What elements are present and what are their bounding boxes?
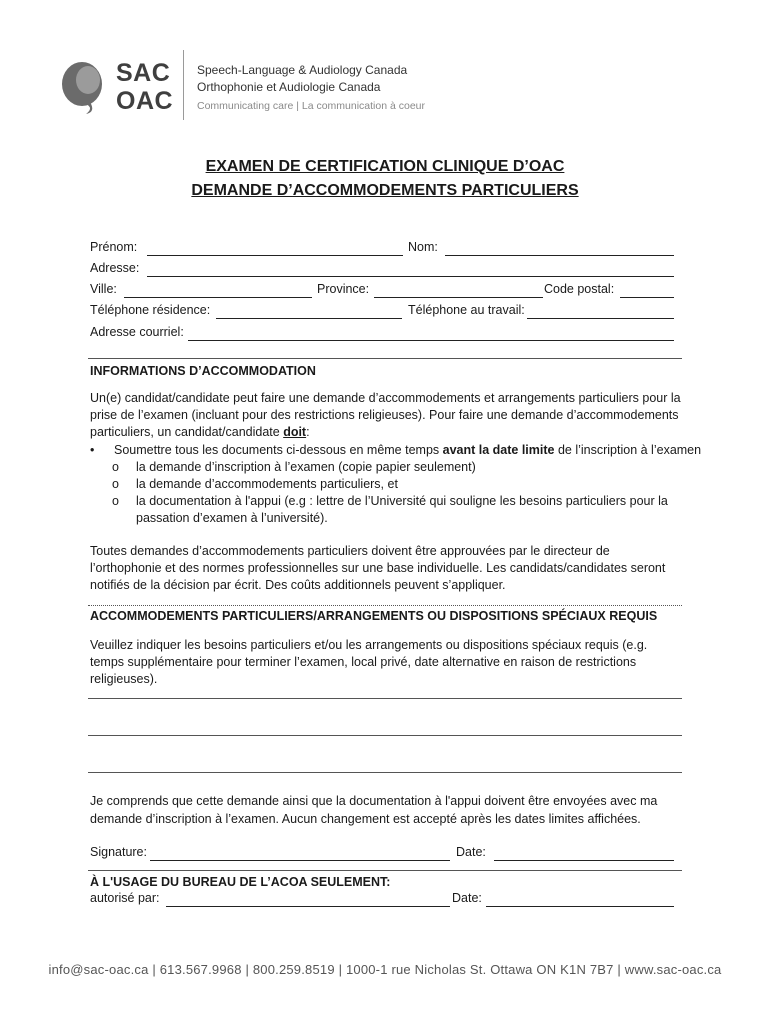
requests-instructions: Veuillez indiquer les besoins particuliers et/ou les arrangements ou dispositions spéciaux requis (e.g. temps supplémentaire pour terminer l’examen, local privé, date alternative en raison de restrictions religieuses). <box>90 638 648 686</box>
tel-travail-label: Téléphone au travail: <box>408 303 525 317</box>
section-divider <box>88 605 682 606</box>
requests-answer-line-1[interactable] <box>88 698 682 699</box>
tel-residence-label: Téléphone résidence: <box>90 303 211 317</box>
row-phone <box>90 303 674 321</box>
org-name-french: Orthophonie et Audiologie Canada <box>197 80 381 94</box>
ville-label: Ville: <box>90 282 117 296</box>
tel-residence-field[interactable] <box>216 318 402 319</box>
requests-answer-line-3[interactable] <box>88 772 682 773</box>
agreement-text: Je comprends que cette demande ainsi que la documentation à l'appui doivent être envoyées avec ma demande d’inscription à l’examen. Aucun changement est accepté après les dates limites affichées. <box>90 794 658 826</box>
bullet-text-start: Soumettre tous les documents ci-dessous en même temps <box>114 443 443 457</box>
adresse-label: Adresse: <box>90 261 140 275</box>
row-city <box>90 282 674 300</box>
sub-mark: o <box>112 460 119 474</box>
info-subitem-3-text: la documentation à l'appui (e.g : lettre de l’Université qui souligne les besoins particuliers pour la passation d’examen à l’université). <box>136 494 668 525</box>
province-field[interactable] <box>374 297 543 298</box>
office-use-heading: À L'USAGE DU BUREAU DE L’ACOA SEULEMENT: <box>90 875 391 889</box>
requests-answer-line-2[interactable] <box>88 735 682 736</box>
info-paragraph-colon: : <box>306 425 310 439</box>
bullet-text-end: de l’inscription à l’examen <box>554 443 702 457</box>
info-subitem-1-text: la demande d’inscription à l’examen (copie papier seulement) <box>136 460 476 474</box>
code-postal-label: Code postal: <box>544 282 615 296</box>
row-name <box>90 240 674 258</box>
contact-footer: info@sac-oac.ca | 613.567.9968 | 800.259.8519 | 1000-1 rue Nicholas St. Ottawa ON K1N 7B7 | www.sac-oac.ca <box>48 962 722 977</box>
speech-bubble-logo-icon <box>60 58 108 116</box>
info-subitem-2-text: la demande d’accommodements particuliers, et <box>136 477 398 491</box>
row-authorized <box>90 891 674 909</box>
courriel-label: Adresse courriel: <box>90 325 184 339</box>
adresse-field[interactable] <box>147 276 674 277</box>
info-doit-emphasis: doit <box>283 425 307 439</box>
signature-date-field[interactable] <box>494 860 674 861</box>
courriel-field[interactable] <box>188 340 674 341</box>
logo-divider <box>183 50 184 120</box>
prenom-field[interactable] <box>147 255 403 256</box>
code-postal-field[interactable] <box>620 297 674 298</box>
requests-heading: ACCOMMODEMENTS PARTICULIERS/ARRANGEMENTS OU DISPOSITIONS SPÉCIAUX REQUIS <box>90 609 658 623</box>
row-address <box>90 261 674 279</box>
logo-oac-text: OAC <box>116 87 174 115</box>
row-email <box>90 325 674 343</box>
info-heading: INFORMATIONS D’ACCOMMODATION <box>90 364 316 378</box>
nom-label: Nom: <box>408 240 438 254</box>
signature-label: Signature: <box>90 845 147 859</box>
signature-field[interactable] <box>150 860 450 861</box>
nom-field[interactable] <box>445 255 674 256</box>
office-date-field[interactable] <box>486 906 674 907</box>
prenom-label: Prénom: <box>90 240 138 254</box>
document-subtitle: DEMANDE D’ACCOMMODEMENTS PARTICULIERS <box>191 182 579 199</box>
office-date-label: Date: <box>452 891 482 905</box>
signature-date-label: Date: <box>456 845 486 859</box>
province-label: Province: <box>317 282 370 296</box>
bullet-mark: • <box>90 443 95 457</box>
info-bullet-text <box>114 442 701 459</box>
sub-mark: o <box>112 494 119 508</box>
authorized-field[interactable] <box>166 906 450 907</box>
tel-travail-field[interactable] <box>527 318 674 319</box>
org-tagline: Communicating care | La communication à coeur <box>197 100 426 112</box>
org-name-english: Speech-Language & Audiology Canada <box>197 63 408 77</box>
info-approval-paragraph: Toutes demandes d’accommodements particuliers doivent être approuvées par le directeur de l’orthophonie et des normes professionnelles sur une base individuelle. Les candidats/candidates seront notifiés de la décision par écrit. Des coûts additionnels peuvent s’appliquer. <box>90 544 666 592</box>
ville-field[interactable] <box>124 297 312 298</box>
section-divider <box>88 358 682 359</box>
authorized-label: autorisé par: <box>90 891 160 905</box>
info-paragraph <box>90 390 682 441</box>
row-signature <box>90 845 674 863</box>
info-paragraph-text: Un(e) candidat/candidate peut faire une demande d’accommodements et arrangements particuliers pour la prise de l’examen (incluant pour des restrictions religieuses). Pour faire une demande d’accommodements particuliers, un candidat/candidate <box>90 391 681 439</box>
bullet-deadline-emphasis: avant la date limite <box>442 443 555 457</box>
section-divider <box>88 870 682 871</box>
sub-mark: o <box>112 477 119 491</box>
document-title: EXAMEN DE CERTIFICATION CLINIQUE D’OAC <box>205 158 565 175</box>
logo-sac-text: SAC <box>116 59 171 87</box>
